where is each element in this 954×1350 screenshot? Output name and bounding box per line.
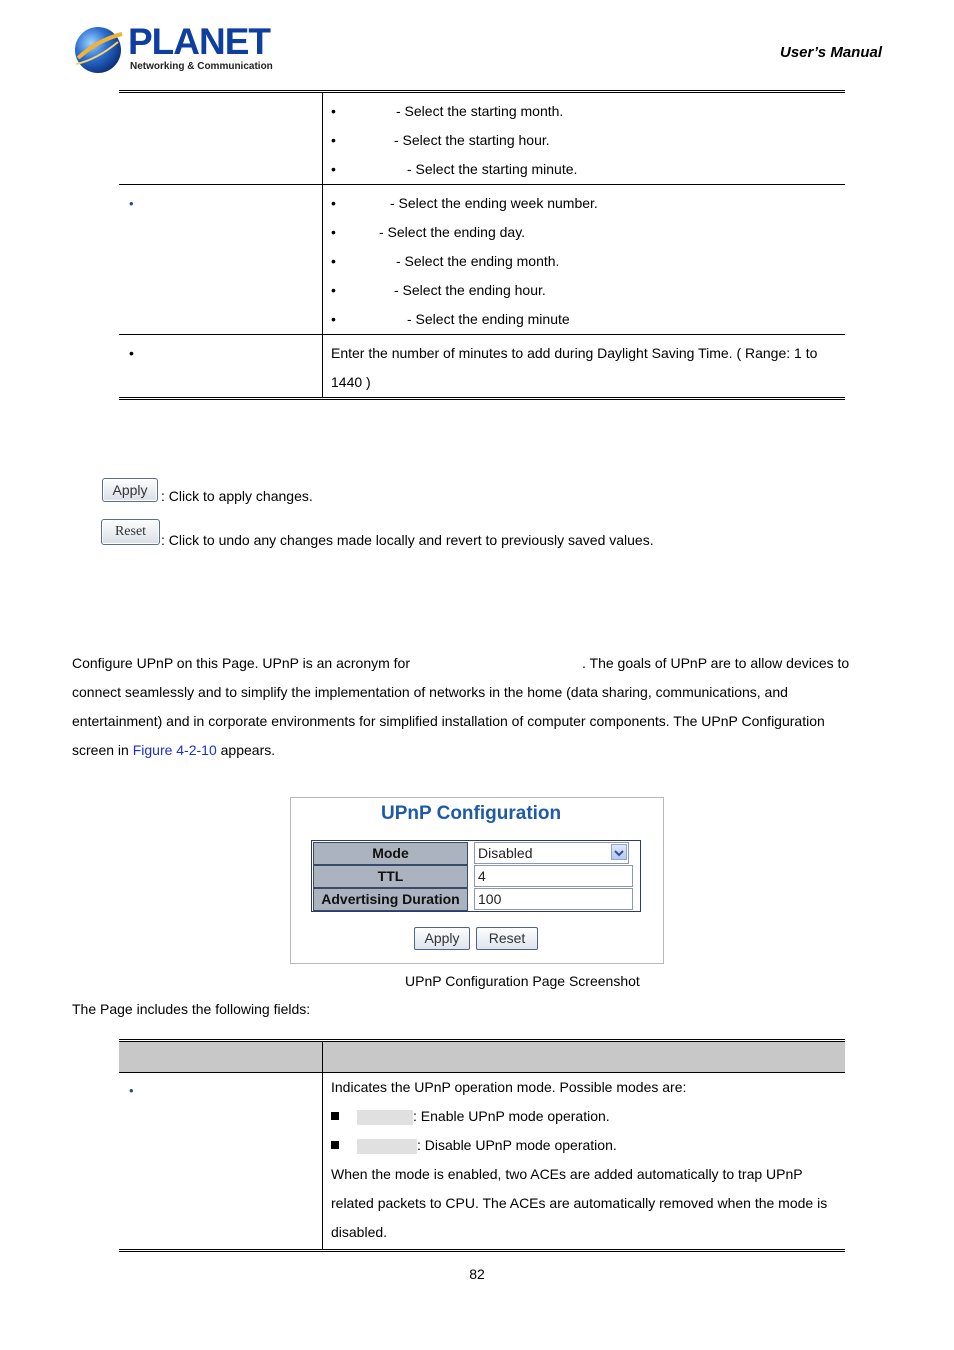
offset-description-line: Enter the number of minutes to add during Daylight Saving Time. ( Range: 1 to (331, 345, 818, 361)
ttl-label: TTL (313, 865, 468, 888)
upnp-config-title: UPnP Configuration (381, 803, 562, 824)
end-time-options-cell (323, 185, 846, 335)
upnp-config-form (311, 840, 641, 912)
list-item: • - Select the starting hour. (331, 132, 550, 148)
offset-description-cell (323, 335, 846, 399)
mode-value: Disabled (478, 845, 533, 861)
mode-note-line: When the mode is enabled, two ACEs are added automatically to trap UPnP (331, 1166, 803, 1182)
column-header-object (119, 1041, 323, 1073)
square-bullet-icon (331, 1141, 339, 1149)
mode-note-line: disabled. (331, 1224, 388, 1240)
mode-note-line: related packets to CPU. The ACEs are automatically removed when the mode is (331, 1195, 828, 1211)
apply-button-sample: Apply (102, 478, 158, 502)
planet-logo (72, 20, 272, 78)
dst-settings-table (119, 90, 845, 400)
advertising-duration-label: Advertising Duration (313, 888, 468, 911)
mode-label: Mode (313, 842, 468, 865)
list-item: : Enable UPnP mode operation. (331, 1102, 835, 1131)
logo-tagline: Networking & Communication (130, 61, 273, 72)
manual-title: User’s Manual (780, 44, 882, 61)
list-item: • - Select the ending week number. (331, 195, 598, 211)
reset-button[interactable]: Reset (476, 927, 538, 950)
column-header-description (323, 1041, 846, 1073)
upnp-config-screenshot (290, 797, 664, 964)
ttl-input[interactable]: 4 (474, 865, 633, 887)
mode-select[interactable] (474, 842, 629, 864)
list-item: • - Select the ending day. (331, 224, 526, 240)
mode-field-cell: • (119, 1073, 323, 1251)
upnp-intro-paragraph: Configure UPnP on this Page. UPnP is an acronym for . The goals of UPnP are to allow devices to connect seamlessly and to simplify the implementation of networks in the home (data sharing, communications, and entertainment) and in corporate environments for simplified installation of computer components. The UPnP Configuration screen in Figure 4-2-10 appears. (72, 655, 850, 758)
reset-description: : Click to undo any changes made locally and revert to previously saved values. (161, 532, 654, 548)
list-item: : Disable UPnP mode operation. (331, 1131, 835, 1160)
offset-description-line: 1440 ) (331, 374, 371, 390)
mode-description: Indicates the UPnP operation mode. Possible modes are: (331, 1079, 687, 1095)
start-time-label-cell (119, 92, 323, 185)
apply-button[interactable]: Apply (414, 927, 470, 950)
list-item: • - Select the ending hour. (331, 282, 546, 298)
list-item: • - Select the ending minute (331, 311, 570, 327)
logo-wordmark: PLANET (128, 21, 270, 62)
advertising-duration-input[interactable]: 100 (474, 888, 633, 910)
list-item: • - Select the starting minute. (331, 161, 578, 177)
reset-button-sample: Reset (101, 519, 160, 545)
square-bullet-icon (331, 1112, 339, 1120)
upnp-fields-table (119, 1039, 845, 1252)
mode-description-cell (323, 1073, 846, 1251)
fields-intro: The Page includes the following fields: (72, 1001, 311, 1017)
list-item: • - Select the starting month. (331, 103, 564, 119)
figure-caption: UPnP Configuration Page Screenshot (405, 973, 640, 989)
list-item: • - Select the ending month. (331, 253, 560, 269)
start-time-options-cell (323, 92, 846, 185)
page-number: 82 (469, 1266, 485, 1282)
chevron-down-icon[interactable] (611, 844, 627, 860)
offset-label-cell: • (119, 335, 323, 399)
apply-description: : Click to apply changes. (161, 488, 313, 504)
end-time-label-cell: • (119, 185, 323, 335)
figure-link[interactable]: Figure 4-2-10 (132, 742, 217, 758)
